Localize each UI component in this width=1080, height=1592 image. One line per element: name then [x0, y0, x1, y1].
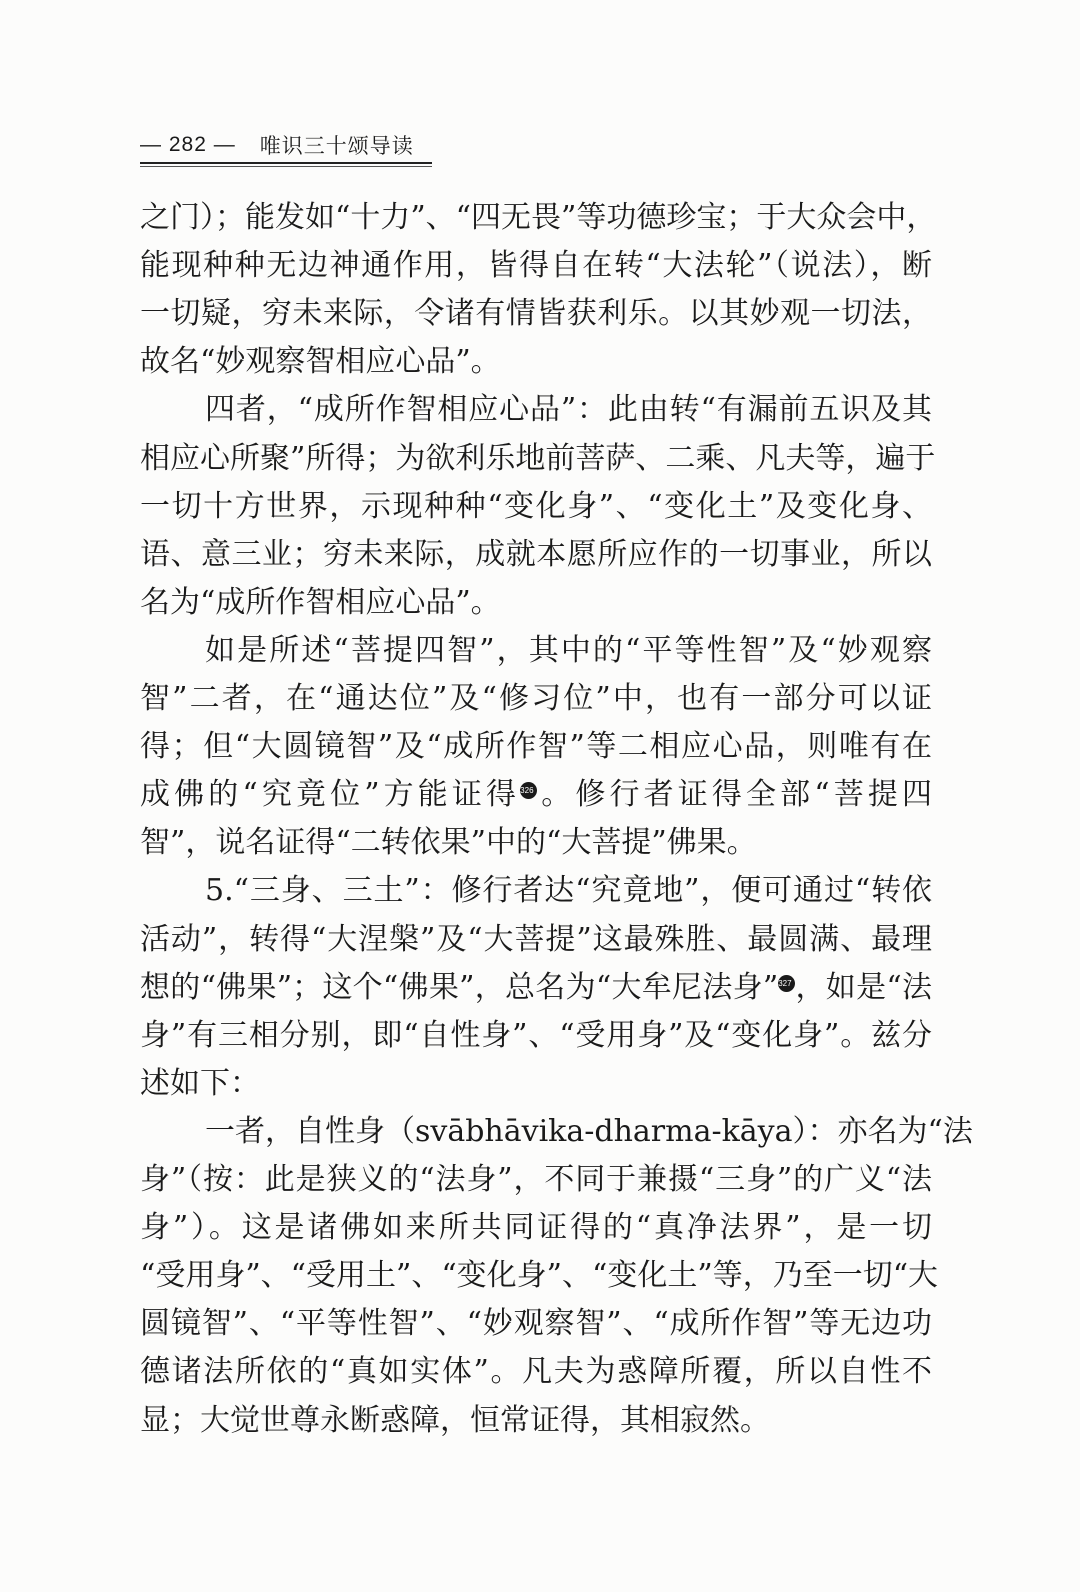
book-title: 唯识三十颂导读 — [259, 135, 414, 158]
line-text: 德诸法所依的“真如实体”。凡夫为惑障所覆，所以自性不 — [140, 1354, 932, 1390]
line-text: 得；但“大圆镜智”及“成所作智”等二相应心品，则唯有在 — [140, 729, 932, 765]
text-line — [140, 1348, 932, 1396]
text-line — [140, 1204, 932, 1252]
line-text: 述如下： — [140, 1065, 260, 1101]
text-line — [140, 723, 932, 771]
page-number: — 282 — — [140, 133, 236, 156]
line-text: 一切十方世界，示现种种“变化身”、“变化土”及变化身、 — [140, 488, 932, 524]
line-text: 想的“佛果”；这个“佛果”，总名为“大牟尼法身” — [140, 969, 779, 1005]
text-line — [140, 435, 936, 483]
text-line — [140, 1397, 932, 1445]
text-line — [140, 675, 932, 723]
text-line — [140, 194, 937, 242]
line-text: 语、意三业；穷未来际，成就本愿所应作的一切事业，所以 — [140, 536, 932, 572]
line-text: “受用身”、“受用土”、“变化身”、“变化土”等，乃至一切“大 — [140, 1258, 939, 1294]
text-line — [205, 386, 932, 434]
line-text: 名为“成所作智相应心品”。 — [140, 584, 501, 620]
line-text: 一切疑，穷未来际，令诸有情皆获利乐。以其妙观一切法， — [140, 296, 932, 332]
running-header — [140, 128, 432, 164]
footnote-marker: 326 — [520, 782, 537, 799]
line-text: 身”）。这是诸佛如来所共同证得的“真净法界”，是一切 — [140, 1210, 932, 1246]
text-line — [140, 1060, 932, 1108]
text-line — [140, 771, 932, 819]
line-text: 身”（按：此是狭义的“法身”，不同于兼摄“三身”的广义“法 — [140, 1162, 932, 1197]
line-text: 相应心所聚”所得；为欲利乐地前菩萨、二乘、凡夫等，遍于 — [140, 440, 936, 476]
footnote-marker: 327 — [778, 975, 795, 992]
text-line — [140, 964, 932, 1012]
line-text: 能现种种无边神通作用，皆得自在转“大法轮”（说法），断 — [140, 248, 932, 284]
text-line — [140, 1300, 932, 1348]
line-text: 如是所述“菩提四智”，其中的“平等性智”及“妙观察 — [205, 632, 932, 668]
line-text: 四者，“成所作智相应心品”：此由转“有漏前五识及其 — [205, 392, 932, 428]
line-text: 圆镜智”、“平等性智”、“妙观察智”、“成所作智”等无边功 — [140, 1306, 932, 1342]
text-line — [140, 916, 932, 964]
text-line — [140, 1252, 939, 1300]
text-line — [140, 338, 932, 386]
line-text: 智”二者，在“通达位”及“修习位”中，也有一部分可以证 — [140, 681, 932, 716]
line-text: 显；大觉世尊永断惑障，恒常证得，其相寂然。 — [140, 1402, 770, 1438]
line-text: 5.“三身、三土”：修行者达“究竟地”，便可通过“转依 — [205, 873, 932, 909]
line-text: 活动”，转得“大涅槃”及“大菩提”这最殊胜、最圆满、最理 — [140, 921, 932, 957]
text-line — [140, 483, 932, 531]
text-line — [140, 531, 932, 579]
text-line — [140, 579, 932, 627]
line-text: 故名“妙观察智相应心品”。 — [140, 344, 501, 380]
line-text-after-note: ，如是“法 — [795, 969, 932, 1005]
text-line — [140, 290, 932, 338]
line-text: 一者，自性身（svābhāvika-dharma-kāya）：亦名为“法 — [205, 1113, 973, 1149]
text-line — [140, 1012, 932, 1060]
text-line — [140, 1156, 932, 1204]
line-text: 成佛的“究竟位”方能证得 — [140, 777, 521, 813]
text-line — [205, 1108, 973, 1156]
line-text: 身”有三相分别，即“自性身”、“受用身”及“变化身”。兹分 — [140, 1017, 932, 1053]
text-line — [140, 242, 932, 290]
text-line — [140, 819, 932, 867]
line-text: 之门）；能发如“十力”、“四无畏”等功德珍宝；于大众会中， — [140, 200, 937, 235]
line-text-after-note: 。修行者证得全部“菩提四 — [537, 777, 932, 813]
text-line — [205, 627, 932, 675]
line-text: 智”，说名证得“二转依果”中的“大菩提”佛果。 — [140, 825, 757, 861]
text-line — [205, 867, 932, 915]
